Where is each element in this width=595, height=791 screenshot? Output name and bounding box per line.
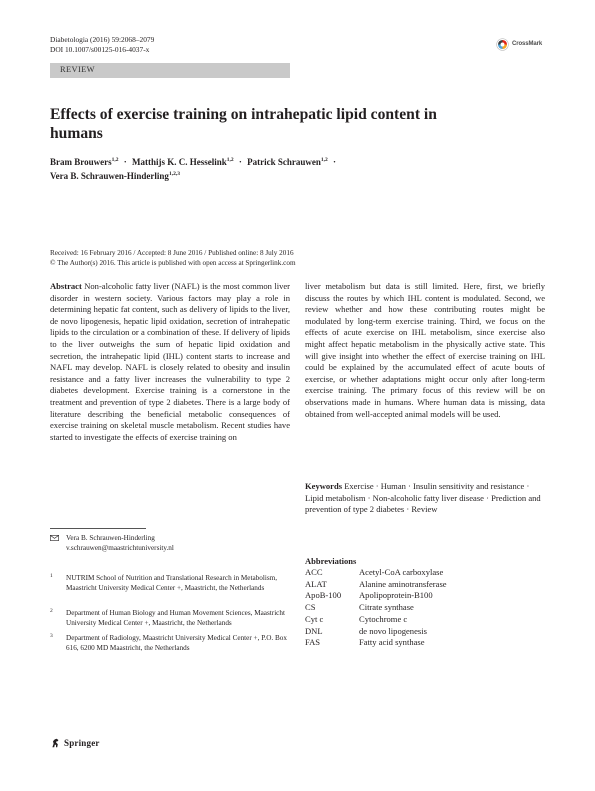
author-separator: ·	[123, 157, 127, 167]
abbreviations	[305, 556, 545, 649]
received-accepted-dates: Received: 16 February 2016 / Accepted: 8 June 2016 / Published online: 8 July 2016	[50, 249, 294, 257]
abbreviation-definition: Acetyl-CoA carboxylase	[359, 567, 444, 577]
affiliation-text: Department of Human Biology and Human Movement Sciences, Maastricht University Medical Center +, Maastricht, the Netherlands	[66, 609, 285, 627]
abbreviation-definition: Fatty acid synthase	[359, 637, 425, 648]
keywords	[305, 481, 545, 516]
correspondence-email[interactable]: v.schrauwen@maastrichtuniversity.nl	[66, 543, 174, 552]
abstract-text-right: liver metabolism but data is still limited. Here, first, we briefly discuss the routes by which IHL content is modulated. Second, we review whether and how these contributing routes might be modulated by long-term exercise training. Third, we focus on the effects of acute exercise on IHL metabolism, since exercise also might affect hepatic metabolism in the physically active state. This will give insight into whether the effect of exercise training on IHL could be explained by the accumulated effect of acute bouts of exercise, or whether adaptations might occur only after long-term exercise training. The primary focus of this review will be on observations made in humans. Where human data is missing, data obtained from well-accepted animal models will be used.	[305, 281, 545, 419]
crossmark-label: CrossMark	[512, 41, 543, 47]
abstract-right-column	[305, 281, 545, 420]
affiliation-number: 3	[50, 633, 53, 639]
footnote-divider	[50, 528, 146, 529]
abbreviation-term: CS	[305, 602, 316, 613]
abstract-left-column	[50, 281, 290, 443]
abbreviation-term: ApoB-100	[305, 590, 342, 601]
affiliation-text: NUTRIM School of Nutrition and Translational Research in Metabolism, Maastricht University Medical Center +, Maastricht, the Netherlands	[66, 574, 278, 592]
abbreviation-row	[305, 637, 545, 649]
section-label: REVIEW	[60, 65, 95, 74]
section-banner	[50, 63, 290, 78]
abbreviation-row	[305, 567, 545, 579]
abbreviation-row	[305, 602, 545, 614]
affiliation	[50, 609, 290, 628]
article-title: Effects of exercise training on intrahepatic lipid content in humans	[50, 106, 437, 142]
abbreviation-term: ACC	[305, 567, 323, 577]
author-affiliation-ref: 1,2,3	[168, 171, 180, 177]
publisher-logo	[50, 737, 100, 749]
abbreviation-definition: de novo lipogenesis	[359, 625, 427, 636]
abbreviation-term: FAS	[305, 637, 321, 648]
author-separator: ·	[238, 157, 242, 167]
correspondence	[50, 534, 290, 553]
abbreviation-definition: Apolipoprotein-B100	[359, 590, 433, 601]
affiliation-text: Department of Radiology, Maastricht University Medical Center +, P.O. Box 616, 6200 MD Maastricht, the Netherlands	[66, 634, 287, 652]
abbreviation-definition: Alanine aminotransferase	[359, 578, 447, 589]
author-name[interactable]: Bram Brouwers	[50, 157, 112, 167]
publication-dates	[50, 249, 550, 268]
affiliation	[50, 574, 290, 593]
springer-horse-icon	[50, 737, 62, 749]
copyright-notice: © The Author(s) 2016. This article is published with open access at Springerlink.com	[50, 258, 296, 267]
author-separator: ·	[333, 157, 337, 167]
author-name[interactable]: Vera B. Schrauwen-Hinderling	[50, 171, 169, 181]
affiliation-number: 2	[50, 608, 53, 614]
correspondence-name: Vera B. Schrauwen-Hinderling	[66, 534, 155, 542]
abbreviation-row	[305, 590, 545, 602]
author-affiliation-ref: 1,2	[111, 157, 119, 163]
author-name[interactable]: Matthijs K. C. Hesselink	[131, 157, 227, 167]
journal-citation: Diabetologia (2016) 59:2068–2079	[50, 35, 155, 44]
abbreviation-term: ALAT	[305, 578, 327, 589]
affiliation	[50, 634, 290, 653]
doi[interactable]: DOI 10.1007/s00125-016-4037-x	[50, 45, 150, 54]
keywords-label: Keywords	[305, 481, 343, 491]
abbreviation-term: Cyt c	[305, 613, 324, 624]
author-name[interactable]: Patrick Schrauwen	[247, 157, 321, 167]
publisher-name: Springer	[64, 738, 100, 748]
keywords-text: Exercise · Human · Insulin sensitivity and resistance · Lipid metabolism · Non-alcoholic fatty liver disease · Prediction and prevention of type 2 diabetes · Review	[305, 481, 541, 515]
abstract-label: Abstract	[50, 281, 82, 291]
abbreviation-row	[305, 626, 545, 638]
author-affiliation-ref: 1,2	[320, 157, 328, 163]
envelope-icon	[50, 535, 59, 541]
author-affiliation-ref: 1,2	[226, 157, 234, 163]
crossmark-badge[interactable]	[496, 37, 550, 51]
author-list	[50, 155, 520, 183]
abbreviations-title: Abbreviations	[305, 556, 357, 566]
abbreviation-definition: Citrate synthase	[359, 602, 414, 613]
abstract-text-left: Non-alcoholic fatty liver (NAFL) is the most common liver disorder in western society. Various factors may play a role in determining hepatic fat content, such as delivery of lipids to the liver, de novo lipogenesis, hepatic lipid oxidation, secretion of intrahepatic lipids to the circulation or a combination of these. If delivery of lipids to the liver outweighs the sum of hepatic lipid oxidation and secretion, the intrahepatic lipid (IHL) content starts to increase and NAFL may develop. NAFL is closely related to obesity and insulin resistance and a fatty liver increases the vulnerability to type 2 diabetes development. Exercise training is a cornerstone in the treatment and prevention of type 2 diabetes. There is a large body of literature describing the beneficial metabolic consequences of exercise training on skeletal muscle metabolism. Recent studies have started to investigate the effects of exercise training on	[50, 281, 290, 442]
abbreviation-definition: Cytochrome c	[359, 613, 408, 624]
crossmark-icon	[496, 38, 509, 51]
abbreviation-term: DNL	[305, 625, 323, 636]
abbreviation-row	[305, 614, 545, 626]
affiliation-number: 1	[50, 573, 53, 579]
abbreviation-row	[305, 579, 545, 591]
